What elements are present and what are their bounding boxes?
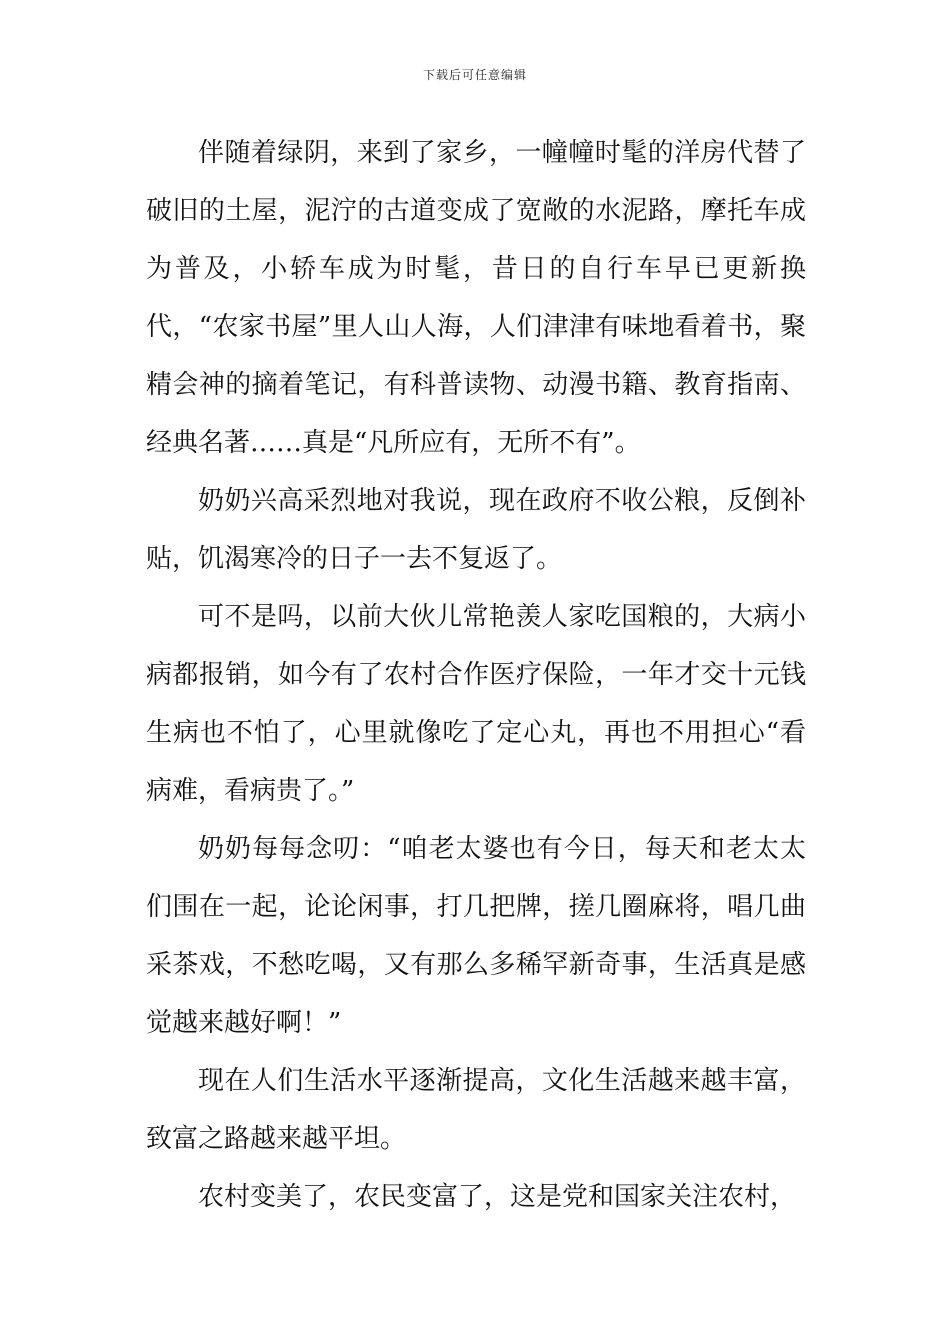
- paragraph: 奶奶每每念叨：“咱老太婆也有今日，每天和老太太们围在一起，论论闲事，打几把牌，搓几圈麻将，唱几曲采茶戏，不愁吃喝，又有那么多稀罕新奇事，生活真是感觉越来越好啊！”: [146, 834, 806, 1038]
- paragraph: 奶奶兴高采烈地对我说，现在政府不收公粮，反倒补贴，饥渴寒冷的日子一去不复返了。: [146, 486, 806, 574]
- paragraph: 可不是吗，以前大伙儿常艳羡人家吃国粮的，大病小病都报销，如今有了农村合作医疗保险，一年才交十元钱生病也不怕了，心里就像吃了定心丸，再也不用担心“看病难，看病贵了。”: [146, 602, 806, 806]
- page-header: 下载后可任意编辑: [422, 68, 527, 82]
- paragraph: 农村变美了，农民变富了，这是党和国家关注农村，: [198, 1182, 797, 1212]
- paragraph: 伴随着绿阴，来到了家乡，一幢幢时髦的洋房代替了破旧的土屋，泥泞的古道变成了宽敞的水泥路，摩托车成为普及，小轿车成为时髦，昔日的自行车早已更新换代，“农家书屋”里人山人海，人们津津有味地看着书，聚精会神的摘着笔记，有科普读物、动漫书籍、教育指南、经典名著……真是“凡所应有，无所不有”。: [146, 138, 806, 458]
- article-body: [146, 124, 806, 1226]
- paragraph: 现在人们生活水平逐渐提高，文化生活越来越丰富，致富之路越来越平坦。: [146, 1066, 806, 1154]
